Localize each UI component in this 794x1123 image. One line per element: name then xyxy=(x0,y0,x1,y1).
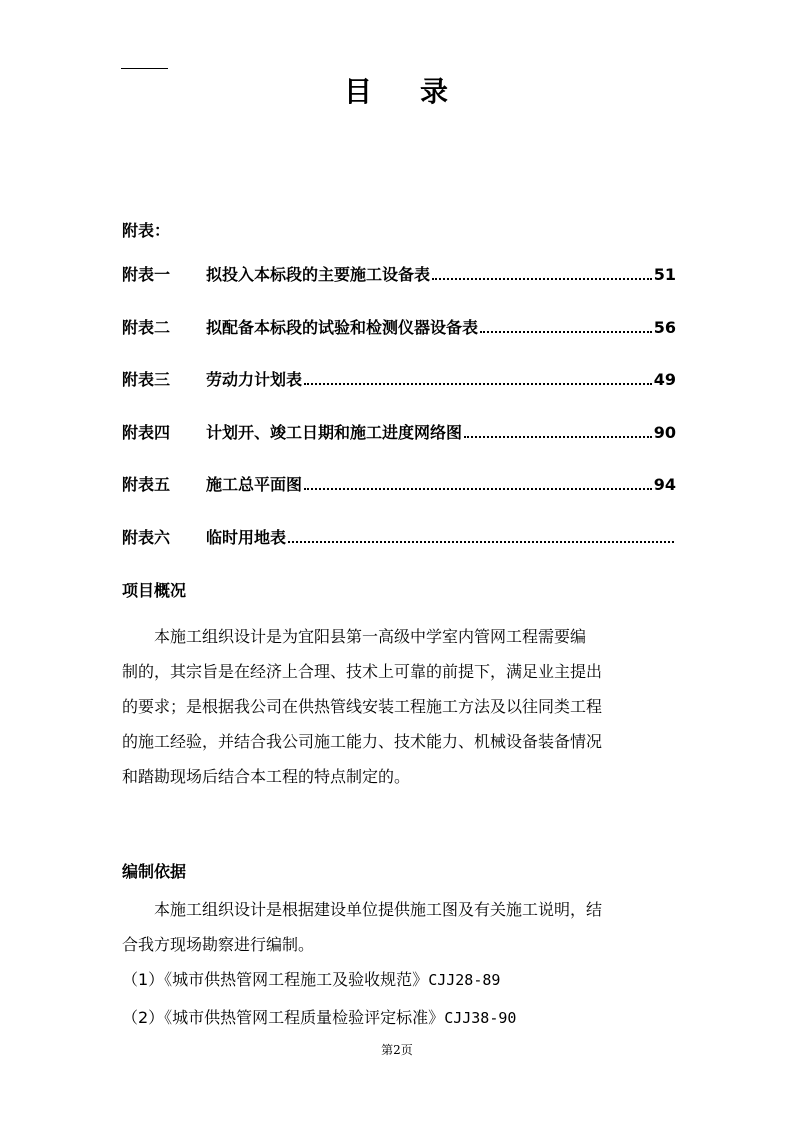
toc-entry-page: 49 xyxy=(653,370,676,389)
toc-entry-key: 附表一 xyxy=(122,265,171,284)
toc-entry-key: 附表五 xyxy=(122,475,171,494)
toc-entry-page: 94 xyxy=(653,475,676,494)
toc-entry xyxy=(122,472,676,496)
toc-entry xyxy=(122,262,676,286)
toc-entry xyxy=(122,525,676,549)
overview-heading: 项目概况 xyxy=(122,581,187,600)
overview-line: 的要求；是根据我公司在供热管线安装工程施工方法及以往同类工程 xyxy=(122,697,603,716)
overview-line: 的施工经验，并结合我公司施工能力、技术能力、机械设备装备情况 xyxy=(122,732,603,751)
toc-entry-title: 临时用地表 xyxy=(206,528,287,547)
overview-line: 制的，其宗旨是在经济上合理、技术上可靠的前提下，满足业主提出 xyxy=(122,662,603,681)
page-number: 第2页 xyxy=(381,1043,413,1057)
reference-code: CJJ28-89 xyxy=(428,971,501,989)
toc-dot-leader xyxy=(304,382,652,385)
toc-dot-leader xyxy=(480,330,652,333)
reference-title: （2）《城市供热管网工程质量检验评定标准》 xyxy=(122,1008,445,1027)
toc-dot-leader xyxy=(288,540,674,543)
toc-entry-title: 计划开、竣工日期和施工进度网络图 xyxy=(206,423,463,442)
toc-entry xyxy=(122,367,676,391)
toc-entry-title: 拟配备本标段的试验和检测仪器设备表 xyxy=(206,318,479,337)
toc-entry-page: 90 xyxy=(653,423,676,442)
appendix-heading: 附表： xyxy=(122,221,171,240)
toc-entry-title: 施工总平面图 xyxy=(206,475,303,494)
basis-line: 合我方现场勘察进行编制。 xyxy=(122,935,315,954)
toc-entry-page: 56 xyxy=(653,318,676,337)
top-rule xyxy=(121,68,168,69)
toc-dot-leader xyxy=(464,435,652,438)
title-char-left: 目 xyxy=(343,75,374,108)
basis-heading: 编制依据 xyxy=(122,862,187,881)
toc-entry-key: 附表六 xyxy=(122,528,171,547)
page-title xyxy=(0,70,794,110)
toc-entry-page: 51 xyxy=(653,265,676,284)
toc-entry-title: 劳动力计划表 xyxy=(206,370,303,389)
toc-entry-key: 附表三 xyxy=(122,370,171,389)
toc-entry xyxy=(122,315,676,339)
toc-entry-key: 附表二 xyxy=(122,318,171,337)
toc-entry xyxy=(122,420,676,444)
toc-entry-key: 附表四 xyxy=(122,423,171,442)
reference-item xyxy=(122,967,500,990)
overview-paragraph xyxy=(122,619,678,794)
toc-dot-leader xyxy=(304,487,652,490)
toc-entry-title: 拟投入本标段的主要施工设备表 xyxy=(206,265,431,284)
overview-line: 本施工组织设计是为宜阳县第一高级中学室内管网工程需要编 xyxy=(154,627,587,646)
title-char-right: 录 xyxy=(420,75,451,108)
reference-title: （1）《城市供热管网工程施工及验收规范》 xyxy=(122,970,429,989)
basis-line: 本施工组织设计是根据建设单位提供施工图及有关施工说明，结 xyxy=(154,900,603,919)
toc-dot-leader xyxy=(432,277,652,280)
basis-paragraph xyxy=(122,892,678,962)
overview-line: 和踏勘现场后结合本工程的特点制定的。 xyxy=(122,767,411,786)
reference-item xyxy=(122,1005,516,1028)
reference-code: CJJ38-90 xyxy=(444,1009,517,1027)
